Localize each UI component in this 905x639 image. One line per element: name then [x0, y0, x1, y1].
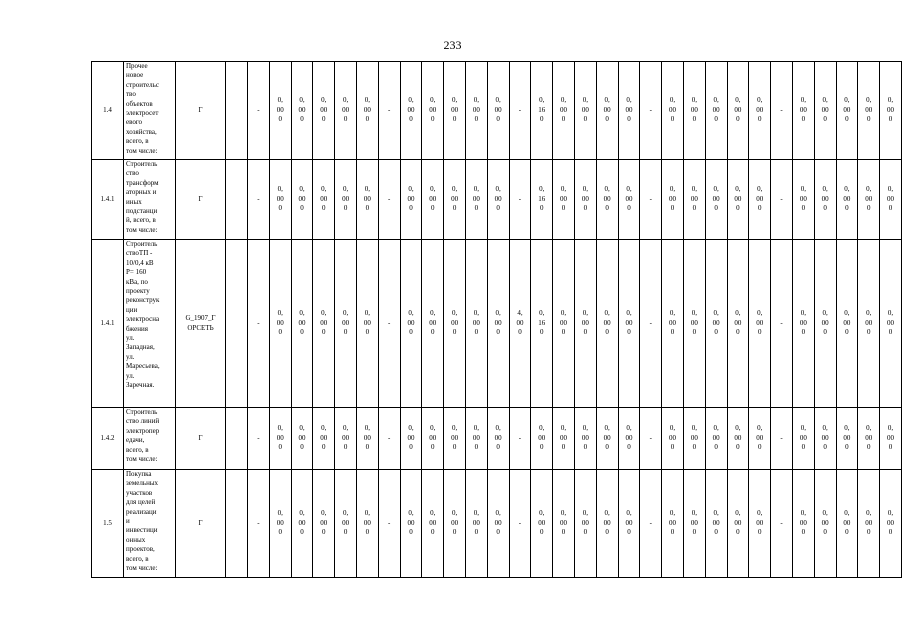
row-name-cell: Покупка земельных участков для целей реализаци и инвестици онных проектов, всего, в том числе:	[124, 470, 176, 578]
value-cell: 0, 00 0	[880, 470, 902, 578]
value-cell: -	[248, 240, 270, 408]
table-row	[92, 470, 902, 578]
value-cell: 0, 00 0	[574, 408, 596, 470]
value-cell: 0, 00 0	[792, 62, 814, 160]
value-cell: 0, 00 0	[335, 160, 357, 240]
value-cell: 0, 00 0	[618, 470, 640, 578]
value-cell: 0, 00 0	[553, 160, 575, 240]
value-cell: -	[509, 160, 531, 240]
value-cell: 0, 00 0	[880, 408, 902, 470]
value-cell: -	[771, 408, 793, 470]
value-cell: 0, 00 0	[705, 62, 727, 160]
value-cell: 0, 00 0	[683, 240, 705, 408]
value-cell: -	[248, 62, 270, 160]
value-cell: 0, 00 0	[792, 160, 814, 240]
value-cell: -	[509, 62, 531, 160]
value-cell: 0, 00 0	[465, 470, 487, 578]
row-number-cell: 1.4.2	[92, 408, 124, 470]
value-cell: 0, 00 0	[313, 408, 335, 470]
value-cell: -	[640, 408, 662, 470]
value-cell: 0, 00 0	[596, 470, 618, 578]
row-name-cell: Строитель ство линий электропер едачи, всего, в том числе:	[124, 408, 176, 470]
value-cell: 0, 00 0	[727, 240, 749, 408]
value-cell: 0, 00 0	[596, 240, 618, 408]
value-cell: 0, 00 0	[465, 160, 487, 240]
value-cell: 0, 00 0	[662, 240, 684, 408]
value-cell: 0, 00 0	[269, 62, 291, 160]
value-cell: -	[378, 160, 400, 240]
value-cell: 0, 00 0	[749, 240, 771, 408]
value-cell: 0, 00 0	[291, 62, 313, 160]
value-cell: -	[378, 240, 400, 408]
value-cell: 0, 00 0	[662, 408, 684, 470]
value-cell: 0, 16 0	[531, 240, 553, 408]
value-cell: 0, 00 0	[574, 240, 596, 408]
value-cell: 0, 00 0	[574, 160, 596, 240]
row-number-cell: 1.4.1	[92, 240, 124, 408]
value-cell: 0, 00 0	[618, 62, 640, 160]
value-cell: 0, 00 0	[335, 240, 357, 408]
value-cell: 0, 00 0	[662, 160, 684, 240]
value-cell: -	[248, 408, 270, 470]
empty-cell	[226, 62, 248, 160]
value-cell: 0, 00 0	[792, 240, 814, 408]
value-cell: 0, 00 0	[858, 408, 880, 470]
row-code-cell: Г	[176, 160, 226, 240]
value-cell: 0, 00 0	[313, 160, 335, 240]
value-cell: -	[771, 160, 793, 240]
value-cell: 0, 00 0	[269, 470, 291, 578]
value-cell: 0, 00 0	[683, 408, 705, 470]
table-row	[92, 160, 902, 240]
value-cell: 0, 00 0	[749, 470, 771, 578]
value-cell: 0, 00 0	[553, 470, 575, 578]
value-cell: 0, 00 0	[313, 470, 335, 578]
value-cell: 0, 00 0	[814, 408, 836, 470]
value-cell: 0, 00 0	[596, 160, 618, 240]
value-cell: 0, 00 0	[858, 470, 880, 578]
value-cell: 0, 00 0	[335, 62, 357, 160]
row-number-cell: 1.5	[92, 470, 124, 578]
value-cell: 0, 00 0	[335, 470, 357, 578]
value-cell: 0, 00 0	[487, 470, 509, 578]
value-cell: 0, 00 0	[858, 240, 880, 408]
value-cell: 0, 00 0	[313, 62, 335, 160]
row-name-cell: Строитель ствоТП - 10/0,4 кВ Р= 160 кВа, по проекту реконструк ции электросна бжения ул. Западная, ул. Маресьева, ул. Заречная.	[124, 240, 176, 408]
value-cell: 0, 00 0	[880, 240, 902, 408]
value-cell: -	[771, 470, 793, 578]
value-cell: 0, 00 0	[422, 240, 444, 408]
value-cell: 0, 00 0	[465, 408, 487, 470]
value-cell: 0, 00 0	[531, 470, 553, 578]
value-cell: 0, 00 0	[553, 240, 575, 408]
value-cell: 0, 00 0	[749, 408, 771, 470]
value-cell: 0, 00 0	[400, 240, 422, 408]
value-cell: 0, 00 0	[618, 160, 640, 240]
value-cell: 0, 00 0	[444, 62, 466, 160]
value-cell: 0, 00 0	[422, 470, 444, 578]
value-cell: 0, 00 0	[705, 240, 727, 408]
value-cell: 0, 00 0	[553, 62, 575, 160]
value-cell: 0, 00 0	[356, 240, 378, 408]
empty-cell	[226, 408, 248, 470]
value-cell: -	[248, 470, 270, 578]
value-cell: 0, 00 0	[836, 470, 858, 578]
value-cell: 0, 00 0	[792, 408, 814, 470]
value-cell: 0, 00 0	[400, 160, 422, 240]
value-cell: 0, 00 0	[465, 240, 487, 408]
value-cell: 0, 00 0	[487, 240, 509, 408]
table-row	[92, 62, 902, 160]
value-cell: 0, 00 0	[356, 62, 378, 160]
value-cell: 0, 00 0	[444, 408, 466, 470]
value-cell: 0, 00 0	[291, 240, 313, 408]
value-cell: -	[509, 408, 531, 470]
value-cell: -	[640, 160, 662, 240]
empty-cell	[226, 240, 248, 408]
value-cell: 0, 00 0	[727, 408, 749, 470]
value-cell: 0, 00 0	[662, 470, 684, 578]
value-cell: 0, 00 0	[858, 62, 880, 160]
value-cell: 0, 00 0	[792, 470, 814, 578]
value-cell: 0, 00 0	[749, 62, 771, 160]
value-cell: 4, 00 0	[509, 240, 531, 408]
value-cell: 0, 00 0	[269, 240, 291, 408]
table-row	[92, 408, 902, 470]
value-cell: 0, 00 0	[814, 62, 836, 160]
row-number-cell: 1.4.1	[92, 160, 124, 240]
value-cell: 0, 00 0	[422, 160, 444, 240]
value-cell: 0, 00 0	[487, 408, 509, 470]
value-cell: 0, 00 0	[487, 62, 509, 160]
value-cell: 0, 00 0	[400, 62, 422, 160]
value-cell: 0, 00 0	[574, 470, 596, 578]
value-cell: 0, 00 0	[683, 160, 705, 240]
value-cell: 0, 00 0	[618, 408, 640, 470]
value-cell: 0, 00 0	[683, 62, 705, 160]
value-cell: 0, 00 0	[465, 62, 487, 160]
value-cell: 0, 00 0	[836, 160, 858, 240]
empty-cell	[226, 470, 248, 578]
value-cell: 0, 00 0	[444, 240, 466, 408]
value-cell: -	[640, 470, 662, 578]
row-number-cell: 1.4	[92, 62, 124, 160]
value-cell: 0, 00 0	[836, 62, 858, 160]
empty-cell	[226, 160, 248, 240]
row-code-cell: Г	[176, 408, 226, 470]
value-cell: 0, 16 0	[531, 160, 553, 240]
value-cell: -	[248, 160, 270, 240]
value-cell: 0, 00 0	[727, 62, 749, 160]
value-cell: 0, 00 0	[574, 62, 596, 160]
value-cell: 0, 00 0	[705, 160, 727, 240]
value-cell: 0, 00 0	[814, 160, 836, 240]
value-cell: 0, 00 0	[727, 160, 749, 240]
page-number: 233	[443, 38, 462, 52]
value-cell: 0, 00 0	[400, 470, 422, 578]
value-cell: 0, 00 0	[422, 62, 444, 160]
value-cell: 0, 00 0	[356, 470, 378, 578]
value-cell: 0, 00 0	[335, 408, 357, 470]
value-cell: -	[771, 240, 793, 408]
value-cell: 0, 00 0	[880, 62, 902, 160]
value-cell: 0, 00 0	[727, 470, 749, 578]
value-cell: 0, 00 0	[444, 160, 466, 240]
value-cell: -	[771, 62, 793, 160]
value-cell: 0, 00 0	[269, 160, 291, 240]
value-cell: 0, 00 0	[291, 408, 313, 470]
value-cell: 0, 00 0	[553, 408, 575, 470]
value-cell: 0, 00 0	[422, 408, 444, 470]
value-cell: 0, 00 0	[291, 470, 313, 578]
value-cell: 0, 00 0	[596, 62, 618, 160]
table-row	[92, 240, 902, 408]
value-cell: -	[378, 408, 400, 470]
value-cell: 0, 00 0	[313, 240, 335, 408]
value-cell: 0, 00 0	[596, 408, 618, 470]
value-cell: 0, 00 0	[356, 160, 378, 240]
row-name-cell: Строитель ство трансформ аторных и иных подстанци й, всего, в том числе:	[124, 160, 176, 240]
value-cell: 0, 00 0	[662, 62, 684, 160]
value-cell: -	[509, 470, 531, 578]
row-code-cell: G_1907_Г ОРСЕТЬ	[176, 240, 226, 408]
investment-table	[91, 61, 902, 578]
value-cell: -	[378, 62, 400, 160]
value-cell: 0, 00 0	[880, 160, 902, 240]
value-cell: 0, 00 0	[705, 408, 727, 470]
value-cell: 0, 00 0	[683, 470, 705, 578]
value-cell: 0, 00 0	[291, 160, 313, 240]
value-cell: -	[640, 62, 662, 160]
value-cell: 0, 00 0	[531, 408, 553, 470]
value-cell: 0, 00 0	[618, 240, 640, 408]
value-cell: 0, 00 0	[814, 470, 836, 578]
row-code-cell: Г	[176, 62, 226, 160]
row-code-cell: Г	[176, 470, 226, 578]
value-cell: 0, 00 0	[814, 240, 836, 408]
row-name-cell: Прочее новое строительс тво объектов электросет евого хозяйства, всего, в том числе:	[124, 62, 176, 160]
value-cell: 0, 00 0	[836, 408, 858, 470]
value-cell: -	[640, 240, 662, 408]
value-cell: 0, 00 0	[356, 408, 378, 470]
value-cell: 0, 00 0	[400, 408, 422, 470]
value-cell: -	[378, 470, 400, 578]
value-cell: 0, 00 0	[858, 160, 880, 240]
value-cell: 0, 16 0	[531, 62, 553, 160]
value-cell: 0, 00 0	[269, 408, 291, 470]
value-cell: 0, 00 0	[444, 470, 466, 578]
value-cell: 0, 00 0	[487, 160, 509, 240]
value-cell: 0, 00 0	[836, 240, 858, 408]
value-cell: 0, 00 0	[705, 470, 727, 578]
value-cell: 0, 00 0	[749, 160, 771, 240]
